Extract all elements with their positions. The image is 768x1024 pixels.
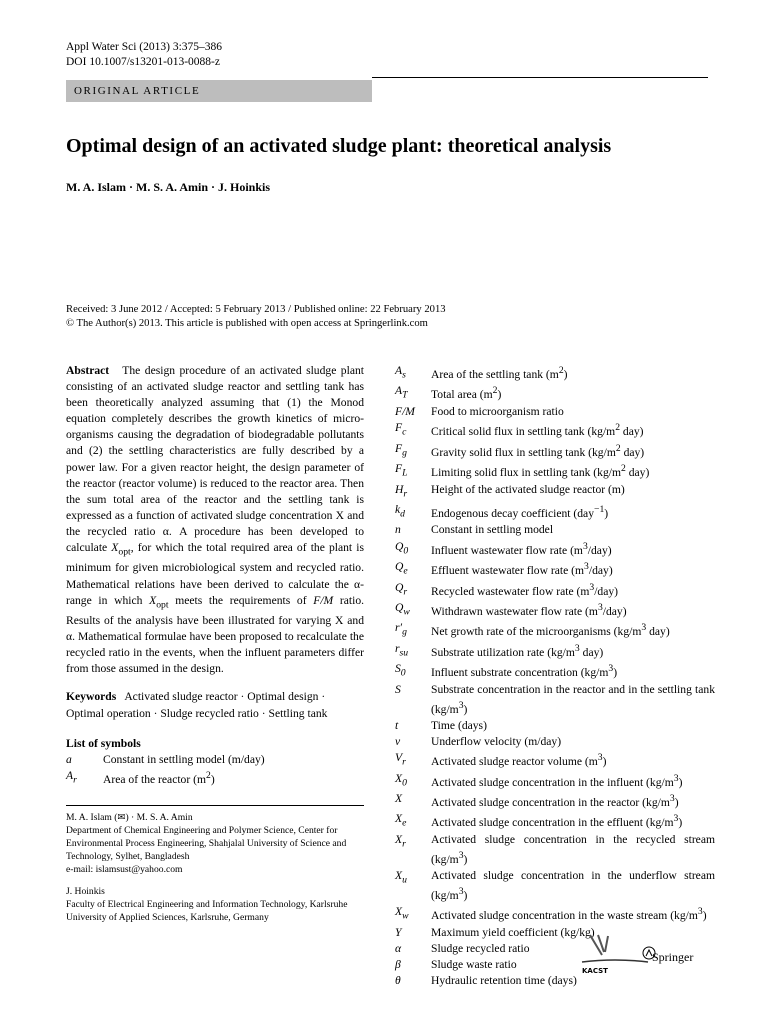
symbol-description: Activated sludge concentration in the recycled stream $(kg/m^3)$ [431, 832, 715, 866]
symbol-row [66, 752, 364, 768]
left-column [66, 363, 364, 788]
symbol: β [395, 957, 401, 971]
symbol-description: Time (days) [431, 719, 487, 733]
affiliation-rule [66, 805, 364, 806]
symbol: v [395, 735, 401, 749]
affiliations [66, 811, 366, 933]
symbol-row [395, 502, 715, 522]
symbol-description: Effluent wastewater flow rate $(m^3/day)$ [431, 561, 613, 577]
symbol-row [395, 441, 715, 461]
symbol-row [395, 973, 715, 989]
symbol-description: Critical solid flux in settling tank ($kg/m^2$ day) [431, 422, 644, 438]
symbol: n [395, 523, 401, 537]
symbol: θ [395, 974, 401, 988]
symbol: $Q_0$ [395, 539, 409, 556]
symbol-description: Maximum yield coefficient (kg/kg) [431, 925, 595, 939]
symbol-row [66, 768, 364, 788]
symbol: $k_d$ [395, 502, 405, 520]
symbol: Y [395, 925, 402, 939]
symbol-description: Limiting solid flux in settling tank ($kg/m^2$ day) [431, 463, 650, 479]
symbol: $F_c$ [395, 421, 407, 438]
symbol-description: Withdrawn wastewater flow rate $(m^3/day)$ [431, 602, 627, 618]
symbol-description: Activated sludge concentration in the influent $(kg/m^3)$ [431, 772, 683, 789]
symbol-description: Endogenous decay coefficient (day$^{-1}$) [431, 503, 609, 520]
symbol-row [395, 904, 715, 924]
symbol-description: Influent wastewater flow rate $(m^3/day)$ [431, 540, 612, 557]
symbol-row [395, 750, 715, 770]
affiliation-dept-1: Department of Chemical Engineering and Polymer Science, Center for Environmental Process Engineering, Shahjalal University of Science and Technology, Sylhet, Bangladesh [66, 825, 347, 862]
symbol-description: Substrate utilization rate ($kg/m^3$ day) [431, 642, 604, 659]
symbol-description: Constant in settling model (m/day) [103, 752, 265, 766]
symbol-row [395, 811, 715, 831]
symbol-row [395, 539, 715, 559]
affiliation-authors-1: M. A. Islam (✉) · M. S. A. Amin [66, 812, 193, 823]
symbol-description: Influent substrate concentration $(kg/m^3)$ [431, 663, 618, 680]
symbol-row [395, 661, 715, 681]
symbol-description: Sludge waste ratio [431, 957, 517, 971]
symbol-description: Activated sludge reactor volume $(m^3)$ [431, 752, 607, 769]
symbol-row [395, 682, 715, 718]
symbol-description: Underflow velocity (m/day) [431, 735, 562, 749]
journal-citation: Appl Water Sci (2013) 3:375–386 [66, 41, 223, 53]
right-column-symbols [395, 363, 715, 989]
symbol-row [395, 363, 715, 383]
symbol: $Q_r$ [395, 580, 408, 597]
symbol-row [395, 461, 715, 481]
symbol-row [395, 641, 715, 661]
symbol-description: Total area $(m^2)$ [431, 385, 502, 402]
symbol: $F_L$ [395, 462, 408, 479]
abstract-text: The design procedure of an activated sludge plant consisting of an activated sludge reactor and settling tank has been theoretically analyzed assuming that (1) the Monod equation completely describes the growth kinetics of micro-organisms causing the degradation of biodegradable pollutants and (2) the settling characteristics are fully described by a power law. For a given reactor height, the design parameter of the reactor (reactor volume) is reduced to the reactor area. Then the sum total area of the reactor and the settling tank is expressed as a function of activated sludge concentration X and the recycled ratio α. A procedure has been developed to calculate $X_{opt}$, for which the total required area of the plant is minimum for given microbiological system and recycled ratio. Mathematical relations have been derived to calculate the α-range in which $X_{opt}$ meets the requirements of F/M ratio. Results of the analysis have been illustrated for varying X and α. Mathematical formulae have been proposed to recalculate the recycled ratio in the events, when the influent parameters differ from those assumed in the design. [66, 364, 365, 676]
symbol-description: Constant in settling model [431, 523, 554, 537]
symbol-description: Hydraulic retention time (days) [431, 974, 577, 988]
symbol: $Q_w$ [395, 601, 410, 618]
symbol-description: Net growth rate of the microorganisms ($kg/m^3$ day) [431, 622, 670, 639]
symbol: $S_0$ [395, 662, 406, 679]
symbol-row [395, 600, 715, 620]
symbol: $X_u$ [395, 868, 407, 886]
symbol: $F_g$ [395, 441, 407, 458]
symbol: $A_r$ [66, 768, 77, 786]
paper-title: Optimal design of an activated sludge plant: theoretical analysis [66, 135, 612, 157]
author-email[interactable]: e-mail: islamsust@yahoo.com [66, 864, 183, 875]
symbol: a [66, 752, 72, 766]
symbol-row [395, 620, 715, 640]
keywords [66, 689, 364, 721]
symbol-description: Area of the settling tank $(m^2)$ [431, 365, 568, 381]
symbol-row [395, 580, 715, 600]
header-rule [372, 77, 708, 78]
kacst-logo-icon [580, 930, 650, 975]
symbol: F/M [395, 404, 415, 418]
symbol-description: Activated sludge concentration in the underflow stream $(kg/m^3)$ [431, 868, 715, 902]
symbol: $X_0$ [395, 771, 407, 789]
symbol: $r_{su}$ [395, 641, 409, 659]
symbol-description: Activated sludge concentration in the waste stream $(kg/m^3)$ [431, 906, 707, 922]
history-line: Received: 3 June 2012 / Accepted: 5 February 2013 / Published online: 22 February 2013 [66, 304, 446, 315]
publication-dates [66, 303, 446, 331]
author-list: M. A. Islam · M. S. A. Amin · J. Hoinkis [66, 180, 271, 194]
symbol: $Q_e$ [395, 560, 408, 577]
symbols-left-list [66, 752, 364, 789]
publisher-name[interactable]: Springer [652, 950, 694, 964]
symbol-description: Area of the reactor $(m^2)$ [103, 769, 215, 786]
symbol: t [395, 719, 399, 733]
symbol-description: Food to microorganism ratio [431, 404, 564, 418]
symbol-row [395, 383, 715, 403]
symbol: $A_s$ [395, 364, 406, 381]
symbol: $r'_g$ [395, 621, 407, 638]
symbol: $X_e$ [395, 812, 407, 829]
symbol-description: Substrate concentration in the reactor and in the settling tank $(kg/m^3)$ [431, 682, 715, 716]
symbol-row [395, 791, 715, 811]
symbol-row [395, 868, 715, 904]
symbol-description: Height of the activated sludge reactor (m) [431, 482, 625, 496]
symbol-row [395, 482, 715, 502]
symbols-title: List of symbols [66, 736, 141, 750]
symbol: $V_r$ [395, 751, 406, 768]
symbol-description: Recycled wastewater flow rate $(m^3/day)$ [431, 581, 619, 598]
doi[interactable]: DOI 10.1007/s13201-013-0088-z [66, 56, 220, 68]
symbol: α [395, 941, 402, 955]
symbol-row [395, 832, 715, 868]
symbol-row [395, 771, 715, 791]
symbol-description: Activated sludge concentration in the effluent $(kg/m^3)$ [431, 813, 683, 830]
symbol: $A_T$ [395, 384, 408, 401]
symbol-row [395, 404, 715, 420]
symbol-row [395, 420, 715, 440]
symbol-row [395, 522, 715, 538]
keywords-label: Keywords [66, 690, 117, 704]
keywords-text: Activated sludge reactor · Optimal design · Optimal operation · Sludge recycled ratio · Settling tank [66, 690, 328, 720]
copyright-line: © The Author(s) 2013. This article is published with open access at Springerlink.com [66, 318, 428, 329]
article-type-banner: ORIGINAL ARTICLE [66, 80, 372, 102]
symbol-description: Gravity solid flux in settling tank ($kg/m^2$ day) [431, 442, 645, 459]
symbol: $X_w$ [395, 905, 409, 922]
symbol: $X_r$ [395, 832, 406, 850]
symbol: S [395, 682, 401, 696]
affiliation-authors-2: J. Hoinkis [66, 886, 105, 897]
affiliation-dept-2: Faculty of Electrical Engineering and Information Technology, Karlsruhe University of Applied Sciences, Karlsruhe, Germany [66, 899, 348, 923]
journal-citation-block [66, 40, 222, 70]
symbol-row [395, 734, 715, 750]
symbol-row [395, 559, 715, 579]
symbol-description: Sludge recycled ratio [431, 941, 530, 955]
symbol: X [395, 792, 403, 806]
symbol: $H_r$ [395, 482, 408, 499]
symbol-row [395, 718, 715, 734]
abstract [66, 363, 364, 677]
abstract-label: Abstract [66, 364, 110, 377]
kacst-label: KACST [582, 967, 608, 975]
symbol-description: Activated sludge concentration in the reactor $(kg/m^3)$ [431, 793, 679, 810]
